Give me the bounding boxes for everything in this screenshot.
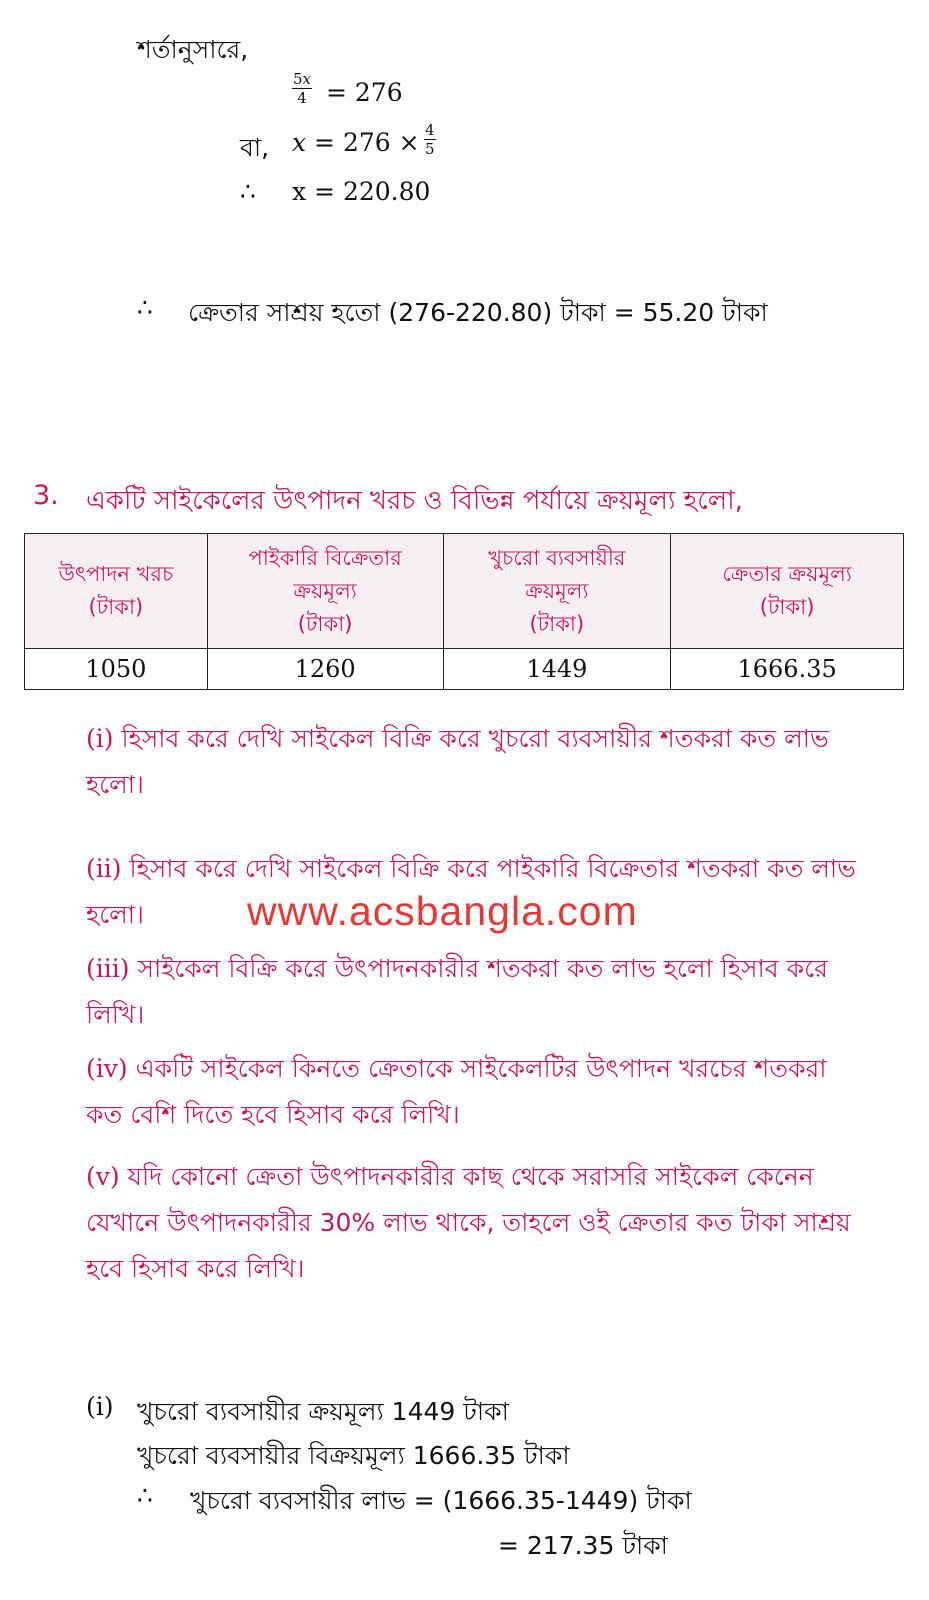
question-line: হবে হিসাব করে লিখি। (86, 1254, 305, 1283)
eq2-numerator: 4 (425, 121, 435, 139)
cost-table (24, 533, 904, 690)
question-line (86, 1046, 886, 1092)
question-label: (i) (86, 724, 114, 753)
question-line (86, 716, 886, 762)
header-line: (টাকা) (759, 595, 815, 619)
solution-line4: = 217.35 টাকা (498, 1531, 668, 1560)
header-line: (টাকা) (88, 595, 144, 619)
table-cell: 1260 (207, 649, 443, 690)
eq2-lhs: 𝑥 = 276 × (292, 128, 420, 157)
header-line: ক্রেতার ক্রয়মূল্য (722, 562, 852, 586)
eq2-fraction (424, 121, 436, 158)
eq1-rhs: = 276 (326, 78, 403, 107)
question-line: কত বেশি দিতে হবে হিসাব করে লিখি। (86, 1100, 460, 1129)
question-line (86, 846, 886, 892)
header-line: খুচরো ব্যবসায়ীর (488, 545, 626, 570)
table-cell: 1050 (25, 649, 208, 690)
question-iv (86, 1046, 886, 1138)
question-label: (ii) (86, 854, 122, 883)
eq3-therefore: ∴ (240, 177, 256, 206)
question-line (86, 1154, 886, 1200)
header-line: উৎপাদন খরচ (58, 562, 174, 586)
eq3-text: x = 220.80 (292, 177, 431, 206)
question-text: হিসাব করে দেখি সাইকেল বিক্রি করে পাইকারি বিক্রেতার শতকরা কত লাভ (129, 854, 856, 883)
solution-therefore: ∴ (137, 1481, 153, 1510)
header-buyer-price (671, 534, 904, 649)
header-line: (টাকা) (529, 611, 585, 636)
eq1-numerator: 5𝑥 (293, 70, 312, 88)
eq1-fraction (292, 70, 312, 107)
table-cell: 1666.35 (671, 649, 904, 690)
question-line (86, 946, 886, 992)
question-label: (iii) (86, 954, 130, 983)
question-line: হলো। (86, 900, 144, 929)
conclusion-therefore: ∴ (137, 293, 153, 322)
question-v (86, 1154, 886, 1292)
header-line: ক্রয়মূল্য (293, 578, 357, 603)
question-line: যেখানে উৎপাদনকারীর 30% লাভ থাকে, তাহলে ওই ক্রেতার কত টাকা সাশ্রয় (86, 1208, 851, 1237)
header-line: (টাকা) (297, 611, 353, 636)
header-production-cost (25, 534, 208, 649)
solution-line2: খুচরো ব্যবসায়ীর বিক্রয়মূল্য 1666.35 টাকা (137, 1441, 570, 1470)
conclusion-text: ক্রেতার সাশ্রয় হতো (276-220.80) টাকা = 55.20 টাকা (188, 298, 768, 327)
question-label: (iv) (86, 1054, 128, 1083)
table-cell: 1449 (443, 649, 671, 690)
question-text: সাইকেল বিক্রি করে উৎপাদনকারীর শতকরা কত লাভ হলো হিসাব করে (137, 954, 828, 983)
header-retailer-price (443, 534, 671, 649)
question-line: হলো। (86, 770, 144, 799)
solution-line3: খুচরো ব্যবসায়ীর লাভ = (1666.35-1449) টাকা (190, 1486, 692, 1515)
watermark: www.acsbangla.com (247, 888, 638, 934)
intro-line: শর্তানুসারে, (137, 35, 249, 64)
eq1-denominator: 4 (297, 89, 307, 107)
table-row (25, 649, 904, 690)
header-wholesaler-price (207, 534, 443, 649)
question3-number: 3. (33, 480, 59, 511)
question3-title: একটি সাইকেলের উৎপাদন খরচ ও বিভিন্ন পর্যায়ে ক্রয়মূল্য হলো, (86, 486, 743, 516)
question-label: (v) (86, 1162, 120, 1191)
solution-line1: খুচরো ব্যবসায়ীর ক্রয়মূল্য 1449 টাকা (137, 1397, 509, 1426)
eq2-denominator: 5 (425, 140, 435, 158)
header-line: ক্রয়মূল্য (525, 578, 589, 603)
solution-label: (i) (86, 1392, 114, 1421)
question-text: একটি সাইকেল কিনতে ক্রেতাকে সাইকেলটির উৎপাদন খরচের শতকরা (135, 1054, 827, 1083)
question-i (86, 716, 886, 808)
question-line: লিখি। (86, 1000, 145, 1029)
header-line: পাইকারি বিক্রেতার (248, 545, 402, 570)
question-text: হিসাব করে দেখি সাইকেল বিক্রি করে খুচরো ব্যবসায়ীর শতকরা কত লাভ (121, 724, 829, 753)
question-iii (86, 946, 886, 1038)
question-text: যদি কোনো ক্রেতা উৎপাদনকারীর কাছ থেকে সরাসরি সাইকেল কেনেন (127, 1162, 814, 1191)
table-header-row (25, 534, 904, 649)
eq2-prefix: বা, (240, 133, 270, 162)
